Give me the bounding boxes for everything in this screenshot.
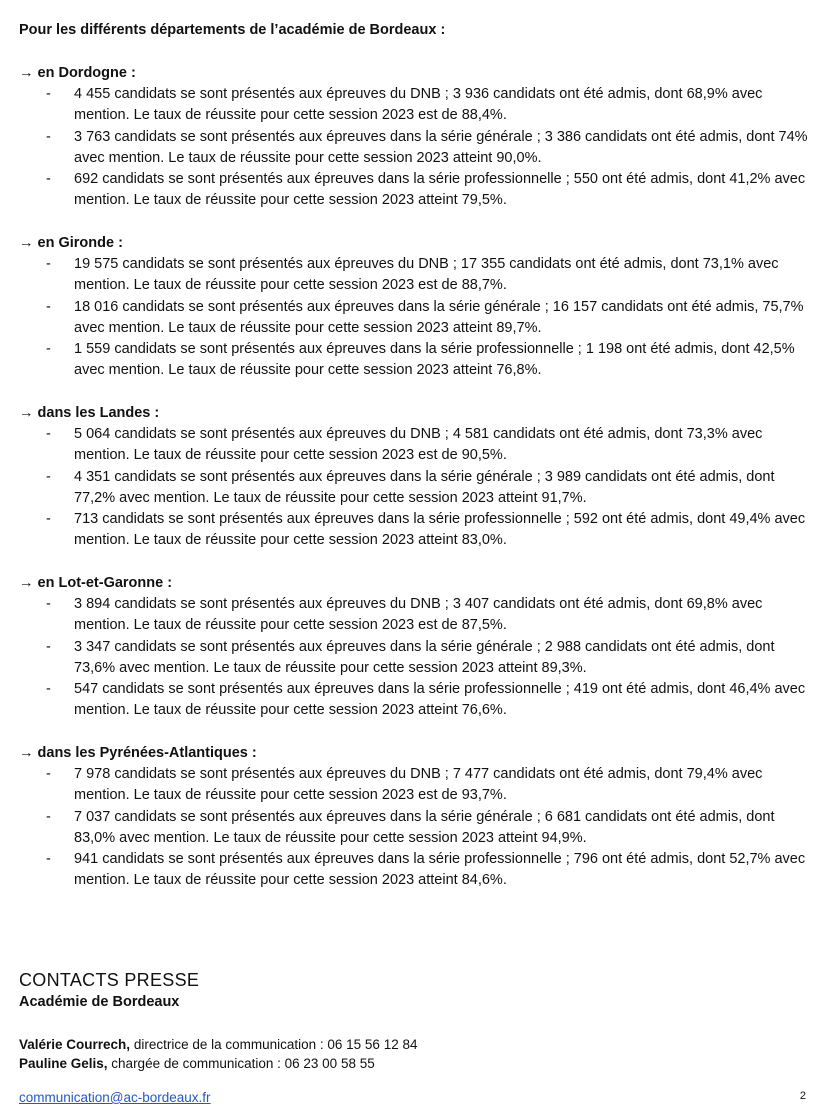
contact-email-link[interactable]: communication@ac-bordeaux.fr xyxy=(19,1090,211,1105)
list-item-text: 5 064 candidats se sont présentés aux épreuves du DNB ; 4 581 candidats ont été admis, dont 73,3% avec mention. Le taux de réussite pour cette session 2023 est de 90,5%. xyxy=(74,426,763,464)
section-heading: → en Dordogne : xyxy=(19,65,136,81)
bullet-dash: - xyxy=(46,511,51,528)
section-landes xyxy=(19,403,809,552)
bullet-dash: - xyxy=(46,426,51,442)
bullet-dash: - xyxy=(46,638,51,655)
section-lot-et-garonne xyxy=(19,573,809,722)
contacts-title: CONTACTS PRESSE xyxy=(19,970,200,990)
list-item-text: 547 candidats se sont présentés aux épreuves dans la série professionnelle ; 419 ont été admis, dont 46,4% avec mention. Le taux de réussite pour cette session 2023 atteint 76,6%. xyxy=(74,681,806,719)
bullet-list xyxy=(19,424,809,552)
list-item xyxy=(19,254,809,297)
section-gironde xyxy=(19,233,809,382)
list-item xyxy=(19,764,809,807)
bullet-list xyxy=(19,594,809,722)
bullet-dash: - xyxy=(46,851,51,868)
list-item xyxy=(19,84,809,127)
bullet-list xyxy=(19,764,809,892)
page-number: 2 xyxy=(799,1090,806,1102)
list-item xyxy=(19,467,809,510)
list-item xyxy=(19,807,809,850)
bullet-dash: - xyxy=(46,128,51,145)
contact-role: directrice de la communication : 06 15 56 12 84 xyxy=(130,1037,418,1052)
section-dordogne xyxy=(19,63,809,212)
list-item-text: 4 351 candidats se sont présentés aux épreuves dans la série générale ; 3 989 candidats ont été admis, dont 77,2% avec mention. Le taux de réussite pour cette session 2023 atteint 91,7%. xyxy=(74,468,775,506)
list-item-text: 713 candidats se sont présentés aux épreuves dans la série professionnelle ; 592 ont été admis, dont 49,4% avec mention. Le taux de réussite pour cette session 2023 atteint 83,0%. xyxy=(74,511,806,549)
section-heading: → en Gironde : xyxy=(19,235,123,251)
bullet-dash: - xyxy=(46,596,51,612)
list-item-text: 7 037 candidats se sont présentés aux épreuves dans la série générale ; 6 681 candidats ont été admis, dont 83,0% avec mention. Le taux de réussite pour cette session 2023 atteint 94,9%. xyxy=(74,808,775,846)
list-item-text: 3 763 candidats se sont présentés aux épreuves dans la série générale ; 3 386 candidats ont été admis, dont 74% avec mention. Le taux de réussite pour cette session 2023 atteint 90,0%. xyxy=(74,128,808,166)
contact-name: Pauline Gelis, xyxy=(19,1056,108,1071)
list-item xyxy=(19,509,809,552)
bullet-dash: - xyxy=(46,256,51,272)
bullet-dash: - xyxy=(46,681,51,698)
bullet-dash: - xyxy=(46,341,51,358)
list-item xyxy=(19,297,809,340)
contact-person xyxy=(19,1035,417,1055)
list-item xyxy=(19,424,809,467)
bullet-dash: - xyxy=(46,808,51,825)
bullet-dash: - xyxy=(46,468,51,485)
list-item xyxy=(19,594,809,637)
list-item-text: 3 894 candidats se sont présentés aux épreuves du DNB ; 3 407 candidats ont été admis, dont 69,8% avec mention. Le taux de réussite pour cette session 2023 est de 87,5%. xyxy=(74,596,763,634)
list-item xyxy=(19,127,809,170)
list-item xyxy=(19,849,809,892)
list-item-text: 18 016 candidats se sont présentés aux épreuves dans la série générale ; 16 157 candidats ont été admis, 75,7% avec mention. Le taux de réussite pour cette session 2023 atteint 89,7%. xyxy=(74,298,804,336)
list-item-text: 19 575 candidats se sont présentés aux épreuves du DNB ; 17 355 candidats ont été admis, dont 73,1% avec mention. Le taux de réussite pour cette session 2023 est de 88,7%. xyxy=(74,256,779,294)
list-item-text: 941 candidats se sont présentés aux épreuves dans la série professionnelle ; 796 ont été admis, dont 52,7% avec mention. Le taux de réussite pour cette session 2023 atteint 84,6%. xyxy=(74,851,806,889)
contacts-organization: Académie de Bordeaux xyxy=(19,994,180,1010)
section-heading: → dans les Pyrénées-Atlantiques : xyxy=(19,745,257,761)
bullet-dash: - xyxy=(46,766,51,782)
contact-name: Valérie Courrech, xyxy=(19,1037,131,1052)
section-heading: → dans les Landes : xyxy=(19,405,160,421)
bullet-dash: - xyxy=(46,86,51,102)
list-item-text: 3 347 candidats se sont présentés aux épreuves dans la série générale ; 2 988 candidats ont été admis, dont 73,6% avec mention. Le taux de réussite pour cette session 2023 atteint 89,3%. xyxy=(74,638,775,676)
bullet-list xyxy=(19,84,809,212)
bullet-dash: - xyxy=(46,298,51,315)
bullet-list xyxy=(19,254,809,382)
contact-person xyxy=(19,1054,375,1074)
list-item xyxy=(19,339,809,382)
list-item xyxy=(19,169,809,212)
list-item-text: 1 559 candidats se sont présentés aux épreuves dans la série professionnelle ; 1 198 ont été admis, dont 42,5% avec mention. Le taux de réussite pour cette session 2023 atteint 76,8%. xyxy=(74,341,795,379)
section-pyrenees-atlantiques xyxy=(19,743,809,892)
intro-heading: Pour les différents départements de l’académie de Bordeaux : xyxy=(19,22,446,38)
list-item-text: 692 candidats se sont présentés aux épreuves dans la série professionnelle ; 550 ont été admis, dont 41,2% avec mention. Le taux de réussite pour cette session 2023 atteint 79,5%. xyxy=(74,171,806,209)
list-item xyxy=(19,679,809,722)
section-heading: → en Lot-et-Garonne : xyxy=(19,575,173,591)
list-item xyxy=(19,637,809,680)
contacts-block xyxy=(19,968,199,1012)
list-item-text: 7 978 candidats se sont présentés aux épreuves du DNB ; 7 477 candidats ont été admis, dont 79,4% avec mention. Le taux de réussite pour cette session 2023 est de 93,7%. xyxy=(74,766,763,804)
contact-role: chargée de communication : 06 23 00 58 55 xyxy=(107,1056,375,1071)
list-item-text: 4 455 candidats se sont présentés aux épreuves du DNB ; 3 936 candidats ont été admis, dont 68,9% avec mention. Le taux de réussite pour cette session 2023 est de 88,4%. xyxy=(74,86,763,124)
bullet-dash: - xyxy=(46,171,51,188)
